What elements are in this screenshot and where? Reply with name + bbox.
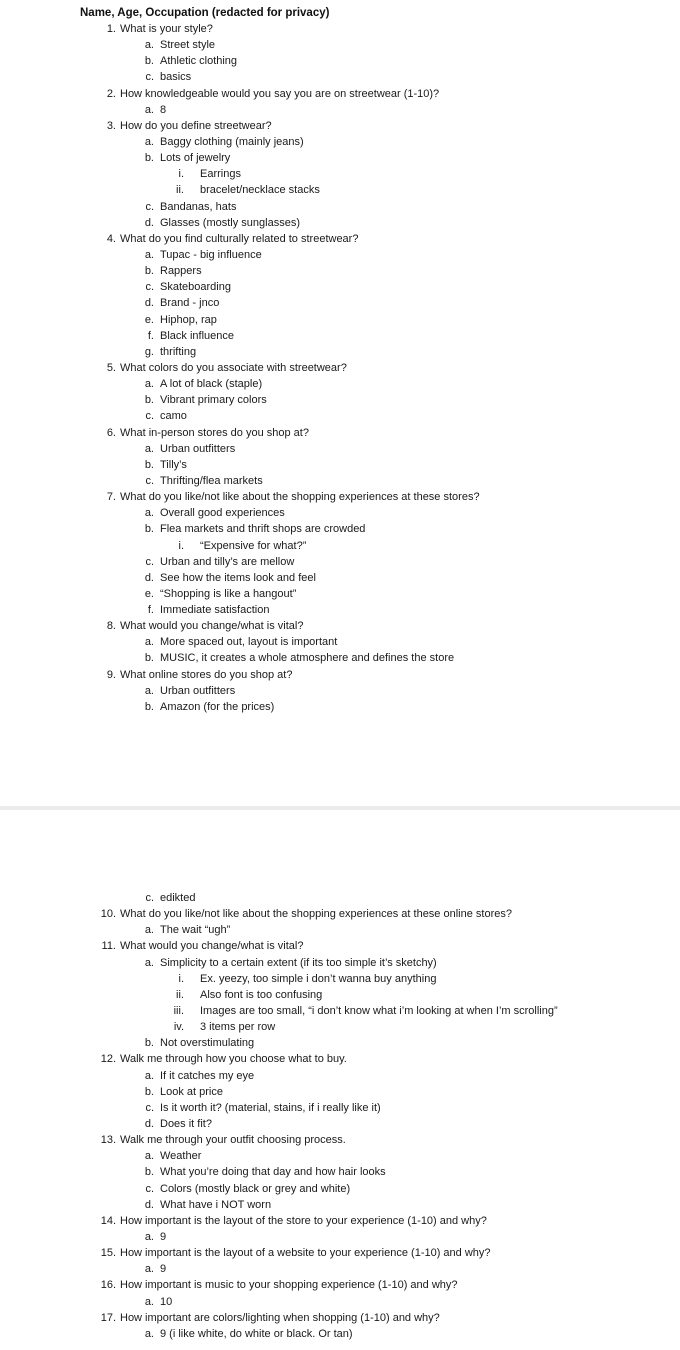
list-marker: 11. <box>101 940 116 953</box>
answer-text: thrifting <box>160 345 197 358</box>
interview-list-page-2 <box>0 890 680 1342</box>
sub-answer-line <box>0 987 680 1003</box>
answer-text: Glasses (mostly sunglasses) <box>160 216 300 229</box>
answer-text: Street style <box>160 39 216 52</box>
list-marker: 6. <box>106 426 116 439</box>
list-marker: 12. <box>100 1053 116 1066</box>
list-marker: f. <box>147 329 154 342</box>
list-marker: b. <box>144 55 154 68</box>
list-marker: a. <box>144 1150 154 1163</box>
answer-text: Flea markets and thrift shops are crowded <box>160 523 366 536</box>
answer-line <box>0 1229 680 1245</box>
answer-line <box>0 634 680 650</box>
question-text: What online stores do you shop at? <box>120 668 293 681</box>
answer-text: basics <box>160 71 192 84</box>
list-marker: d. <box>144 1198 154 1211</box>
answer-line <box>0 570 680 586</box>
answer-text: Look at price <box>160 1085 223 1098</box>
answer-line <box>0 1261 680 1277</box>
sub-answer-text: Images are too small, “i don’t know what i’m looking at when I’m scrolling” <box>200 1004 558 1017</box>
question-line <box>0 618 680 634</box>
question-text: Walk me through how you choose what to buy. <box>120 1053 347 1066</box>
answer-line <box>0 1181 680 1197</box>
list-marker: c. <box>145 410 154 423</box>
list-marker: 5. <box>106 361 116 374</box>
document-page-2 <box>0 810 680 1350</box>
list-marker: a. <box>144 1327 154 1340</box>
answer-line <box>0 408 680 424</box>
list-marker: a. <box>144 378 154 391</box>
sub-answer-line <box>0 1003 680 1019</box>
answer-line <box>0 1164 680 1180</box>
answer-line <box>0 134 680 150</box>
list-marker: 8. <box>106 620 116 633</box>
answer-text: Athletic clothing <box>160 55 238 68</box>
answer-text: MUSIC, it creates a whole atmosphere and defines the store <box>160 652 455 665</box>
list-marker: 1. <box>106 23 116 35</box>
answer-text: Hiphop, rap <box>160 313 217 326</box>
question-line <box>0 425 680 441</box>
list-marker: b. <box>144 523 154 536</box>
question-line <box>0 231 680 247</box>
answer-text: See how the items look and feel <box>160 571 316 584</box>
answer-text: Urban and tilly’s are mellow <box>160 555 295 568</box>
answer-text: camo <box>160 410 187 423</box>
question-text: How knowledgeable would you say you are on streetwear (1-10)? <box>120 87 440 100</box>
answer-text: A lot of black (staple) <box>160 378 263 391</box>
list-marker: 10. <box>100 908 116 921</box>
question-text: What would you change/what is vital? <box>120 940 304 953</box>
list-marker: a. <box>144 1295 154 1308</box>
list-marker: c. <box>145 1101 154 1114</box>
answer-line <box>0 376 680 392</box>
answer-line <box>0 955 680 971</box>
answer-line <box>0 279 680 295</box>
question-line <box>0 1277 680 1293</box>
answer-text: Amazon (for the prices) <box>160 700 275 713</box>
answer-text: Baggy clothing (mainly jeans) <box>160 135 304 148</box>
list-marker: c. <box>145 71 154 84</box>
answer-text: Urban outfitters <box>160 442 236 455</box>
list-marker: 7. <box>106 491 116 504</box>
list-marker: e. <box>144 313 154 326</box>
list-marker: c. <box>145 281 154 294</box>
answer-text: Does it fit? <box>160 1117 212 1130</box>
list-marker: iv. <box>173 1021 184 1034</box>
question-text: How important is music to your shopping experience (1-10) and why? <box>120 1279 458 1292</box>
sub-answer-text: Earrings <box>200 168 241 181</box>
list-marker: g. <box>144 345 154 358</box>
list-marker: ii. <box>176 184 184 197</box>
list-marker: a. <box>144 39 154 52</box>
list-marker: d. <box>144 297 154 310</box>
list-marker: 14. <box>100 1214 116 1227</box>
list-marker: b. <box>144 394 154 407</box>
list-marker: a. <box>144 684 154 697</box>
answer-text: Tilly’s <box>160 458 187 471</box>
list-marker: a. <box>144 442 154 455</box>
list-marker: a. <box>144 1263 154 1276</box>
answer-line <box>0 344 680 360</box>
answer-line <box>0 392 680 408</box>
list-marker: b. <box>144 265 154 278</box>
sub-answer-line <box>0 538 680 554</box>
sub-answer-text: “Expensive for what?” <box>200 539 307 552</box>
answer-line <box>0 328 680 344</box>
question-text: How important is the layout of a website to your experience (1-10) and why? <box>120 1247 491 1260</box>
document-header: Name, Age, Occupation (redacted for privacy) <box>80 7 330 19</box>
sub-answer-line <box>0 971 680 987</box>
answer-line <box>0 247 680 263</box>
question-text: How do you define streetwear? <box>120 119 272 132</box>
answer-text: Tupac - big influence <box>160 248 262 261</box>
list-marker: b. <box>144 152 154 165</box>
answer-text: Lots of jewelry <box>160 152 231 165</box>
answer-text: What you’re doing that day and how hair looks <box>160 1166 386 1179</box>
answer-line <box>0 295 680 311</box>
list-marker: f. <box>147 604 154 617</box>
answer-text: More spaced out, layout is important <box>160 636 338 649</box>
answer-line <box>0 199 680 215</box>
question-line <box>0 667 680 683</box>
answer-text: 8 <box>160 103 167 116</box>
question-text: What do you like/not like about the shopping experiences at these online stores? <box>120 908 512 921</box>
list-marker: a. <box>144 135 154 148</box>
list-marker: b. <box>144 458 154 471</box>
list-marker: iii. <box>173 1004 184 1017</box>
question-line <box>0 360 680 376</box>
list-marker: 4. <box>106 232 116 245</box>
answer-line <box>0 473 680 489</box>
answer-text: Weather <box>160 1150 202 1163</box>
list-marker: a. <box>144 956 154 969</box>
answer-line <box>0 1068 680 1084</box>
answer-text: If it catches my eye <box>160 1069 255 1082</box>
list-marker: a. <box>144 636 154 649</box>
list-marker: e. <box>144 587 154 600</box>
answer-text: 10 <box>160 1295 173 1308</box>
question-line <box>0 938 680 954</box>
answer-line <box>0 1035 680 1051</box>
list-marker: c. <box>145 1182 154 1195</box>
list-marker: d. <box>144 571 154 584</box>
answer-line <box>0 1116 680 1132</box>
question-text: What in-person stores do you shop at? <box>120 426 309 439</box>
sub-answer-line <box>0 182 680 198</box>
list-marker: c. <box>145 555 154 568</box>
question-line <box>0 489 680 505</box>
answer-text: 9 <box>160 1230 167 1243</box>
list-marker: 17. <box>100 1311 116 1324</box>
answer-line <box>0 699 680 715</box>
answer-line <box>0 1326 680 1342</box>
list-marker: i. <box>178 539 184 552</box>
list-marker: 15. <box>100 1247 116 1260</box>
answer-line <box>0 1100 680 1116</box>
answer-text: edikted <box>160 892 196 904</box>
answer-line <box>0 102 680 118</box>
answer-line <box>0 1197 680 1213</box>
list-marker: b. <box>144 1037 154 1050</box>
answer-line <box>0 263 680 279</box>
answer-text: Rappers <box>160 265 202 278</box>
question-line <box>0 906 680 922</box>
answer-line <box>0 554 680 570</box>
answer-text: Skateboarding <box>160 281 231 294</box>
question-line <box>0 1213 680 1229</box>
answer-text: Overall good experiences <box>160 507 285 520</box>
question-text: What colors do you associate with streetwear? <box>120 361 347 374</box>
answer-text: Brand - jnco <box>160 297 220 310</box>
answer-line <box>0 150 680 166</box>
question-line <box>0 86 680 102</box>
answer-line <box>0 457 680 473</box>
answer-line <box>0 1148 680 1164</box>
list-marker: 16. <box>100 1279 116 1292</box>
question-text: How important is the layout of the store to your experience (1-10) and why? <box>120 1214 487 1227</box>
list-marker: 9. <box>106 668 116 681</box>
answer-text: Immediate satisfaction <box>160 604 270 617</box>
sub-answer-text: 3 items per row <box>200 1021 276 1034</box>
list-marker: a. <box>144 103 154 116</box>
answer-line <box>0 505 680 521</box>
sub-answer-text: Ex. yeezy, too simple i don’t wanna buy anything <box>200 972 437 985</box>
sub-answer-line <box>0 166 680 182</box>
answer-line <box>0 602 680 618</box>
question-text: What would you change/what is vital? <box>120 620 304 633</box>
answer-text: “Shopping is like a hangout” <box>160 587 297 600</box>
list-marker: ii. <box>176 988 184 1001</box>
answer-text: The wait “ugh” <box>160 924 231 937</box>
answer-text: Colors (mostly black or grey and white) <box>160 1182 351 1195</box>
answer-line <box>0 890 680 906</box>
answer-line <box>0 650 680 666</box>
answer-line <box>0 683 680 699</box>
interview-list-page-1 <box>0 21 680 715</box>
list-marker: b. <box>144 652 154 665</box>
list-marker: a. <box>144 248 154 261</box>
answer-text: Urban outfitters <box>160 684 236 697</box>
answer-line <box>0 521 680 537</box>
list-marker: b. <box>144 1085 154 1098</box>
sub-answer-text: Also font is too confusing <box>200 988 323 1001</box>
question-line <box>0 21 680 37</box>
answer-line <box>0 1294 680 1310</box>
answer-line <box>0 586 680 602</box>
list-marker: d. <box>144 216 154 229</box>
answer-text: Is it worth it? (material, stains, if i really like it) <box>160 1101 381 1114</box>
answer-line <box>0 922 680 938</box>
list-marker: 3. <box>106 119 116 132</box>
answer-line <box>0 37 680 53</box>
list-marker: a. <box>144 507 154 520</box>
answer-text: Bandanas, hats <box>160 200 237 213</box>
list-marker: d. <box>144 1117 154 1130</box>
answer-line <box>0 53 680 69</box>
answer-text: Simplicity to a certain extent (if its too simple it’s sketchy) <box>160 956 437 969</box>
answer-text: 9 <box>160 1263 167 1276</box>
question-text: Walk me through your outfit choosing process. <box>120 1134 346 1147</box>
answer-text: Not overstimulating <box>160 1037 255 1050</box>
answer-line <box>0 1084 680 1100</box>
question-line <box>0 118 680 134</box>
answer-line <box>0 69 680 85</box>
list-marker: i. <box>178 168 184 181</box>
list-marker: a. <box>144 924 154 937</box>
answer-line <box>0 441 680 457</box>
list-marker: c. <box>145 892 154 904</box>
question-text: What do you like/not like about the shopping experiences at these stores? <box>120 491 480 504</box>
list-marker: a. <box>144 1230 154 1243</box>
answer-text: 9 (i like white, do white or black. Or tan) <box>160 1327 353 1340</box>
sub-answer-line <box>0 1019 680 1035</box>
answer-text: What have i NOT worn <box>160 1198 272 1211</box>
list-marker: a. <box>144 1069 154 1082</box>
question-text: What do you find culturally related to streetwear? <box>120 232 359 245</box>
answer-text: Thrifting/flea markets <box>160 474 263 487</box>
list-marker: c. <box>145 200 154 213</box>
question-text: How important are colors/lighting when shopping (1-10) and why? <box>120 1311 440 1324</box>
list-marker: 2. <box>106 87 116 100</box>
list-marker: c. <box>145 474 154 487</box>
answer-line <box>0 312 680 328</box>
list-marker: 13. <box>100 1134 116 1147</box>
answer-line <box>0 215 680 231</box>
question-line <box>0 1051 680 1067</box>
list-marker: b. <box>144 700 154 713</box>
list-marker: i. <box>178 972 184 985</box>
sub-answer-text: bracelet/necklace stacks <box>200 184 320 197</box>
question-line <box>0 1132 680 1148</box>
answer-text: Black influence <box>160 329 234 342</box>
answer-text: Vibrant primary colors <box>160 394 267 407</box>
question-line <box>0 1310 680 1326</box>
question-line <box>0 1245 680 1261</box>
question-text: What is your style? <box>120 23 213 35</box>
list-marker: b. <box>144 1166 154 1179</box>
